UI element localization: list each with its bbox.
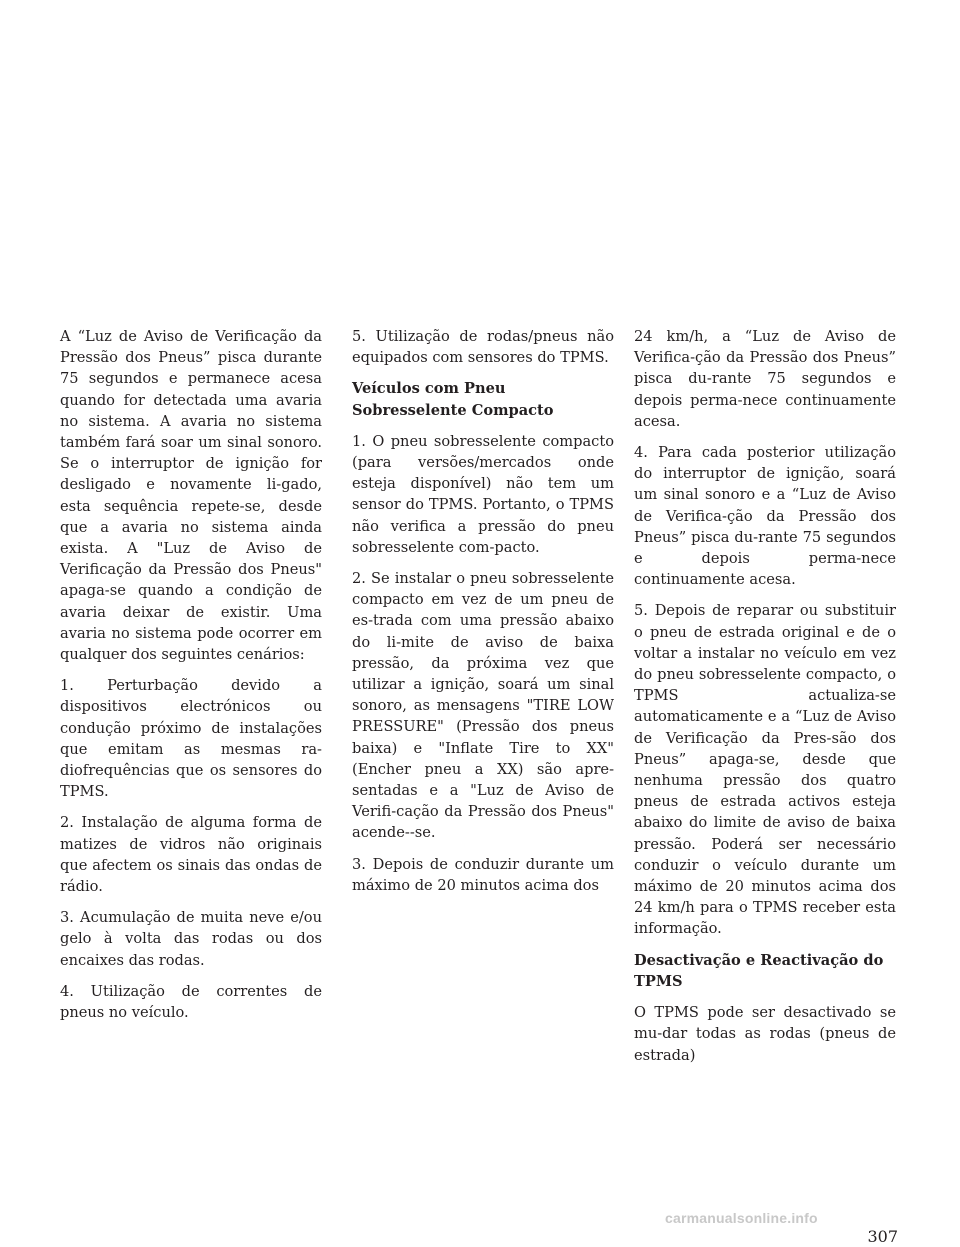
paragraph-warning-light: A “Luz de Aviso de Verificação da Pressão dos Pneus” pisca durante 75 segundos e permanece acesa quando for detectada uma avaria no sistema. A avaria no sistema também fará soar um sinal sonoro. Se o interruptor de ignição for desligado e novamente li-gado, esta sequência repete-se, desde que a avaria no sistema ainda exista. A "Luz de Aviso de Verificação da Pressão dos Pneus" apaga-se quando a condição de avaria deixar de existir. Uma avaria no sistema pode ocorrer em qualquer dos seguintes cenários: [60, 328, 322, 664]
text-column-left [60, 326, 322, 1033]
text-column-middle [352, 326, 614, 906]
paragraph-spare-1: 1. O pneu sobresselente compacto (para versões/mercados onde esteja disponível) não tem um sensor do TPMS. Portanto, o TPMS não verifica a pressão do pneu sobresselente com-pacto. [352, 432, 614, 556]
paragraph-cause-2: 2. Instalação de alguma forma de matizes de vidros não originais que afectem os sinais das ondas de rádio. [60, 814, 322, 896]
paragraph-cause-4: 4. Utilização de correntes de pneus no veículo. [60, 982, 322, 1022]
watermark: carmanualsonline.info [665, 1210, 818, 1226]
paragraph-cause-1: 1. Perturbação devido a dispositivos electrónicos ou condução próximo de instalações que emitam as mesmas ra-diofrequências que os sensores do TPMS. [60, 677, 322, 801]
page-number: 307 [867, 1227, 898, 1246]
paragraph-cause-3: 3. Acumulação de muita neve e/ou gelo à volta das rodas ou dos encaixes das rodas. [60, 909, 322, 969]
text-column-right [634, 326, 896, 1076]
paragraph-spare-3: 3. Depois de conduzir durante um máximo de 20 minutos acima dos [352, 855, 614, 894]
paragraph-spare-4: 4. Para cada posterior utilização do interruptor de ignição, soará um sinal sonoro e a “Luz de Aviso de Verifica-ção da Pressão dos Pneus” pisca du-rante 75 segundos e depois perma-nece continuamente acesa. [634, 444, 896, 589]
paragraph-spare-2: 2. Se instalar o pneu sobresselente compacto em vez de um pneu de es-trada com uma pressão abaixo do li-mite de aviso de baixa pressão, da próxima vez que utilizar a ignição, soará um sinal sonoro, as mensagens "TIRE LOW PRESSURE" (Pressão dos pneus baixa) e "Inflate Tire to XX" (Encher pneu a XX) são apre-sentadas e a "Luz de Aviso de Verifi-cação da Pressão dos Pneus" acende--se. [352, 570, 614, 842]
paragraph-cause-5: 5. Utilização de rodas/pneus não equipados com sensores do TPMS. [352, 328, 614, 367]
paragraph-spare-5: 5. Depois de reparar ou substituir o pneu de estrada original e de o voltar a instalar no veículo em vez do pneu sobresselente compacto, o TPMS actualiza-se automaticamente e a “Luz de Aviso de Verificação da Pres-são dos Pneus” apaga-se, desde que nenhuma pressão dos quatro pneus de estrada activos esteja abaixo do limite de aviso de baixa pressão. Poderá ser necessário conduzir o veículo durante um máximo de 20 minutos acima dos 24 km/h para o TPMS receber esta informação. [634, 602, 896, 938]
section-heading-deactivation: Desactivação e Reactivação do TPMS [634, 951, 884, 990]
section-heading-compact-spare: Veículos com Pneu Sobresselente Compacto [352, 380, 554, 419]
paragraph-deactivation: O TPMS pode ser desactivado se mu-dar todas as rodas (pneus de estrada) [634, 1004, 896, 1064]
paragraph-spare-3-cont: 24 km/h, a “Luz de Aviso de Verifica-ção da Pressão dos Pneus” pisca du-rante 75 segundos e depois perma-nece continuamente acesa. [634, 328, 896, 430]
